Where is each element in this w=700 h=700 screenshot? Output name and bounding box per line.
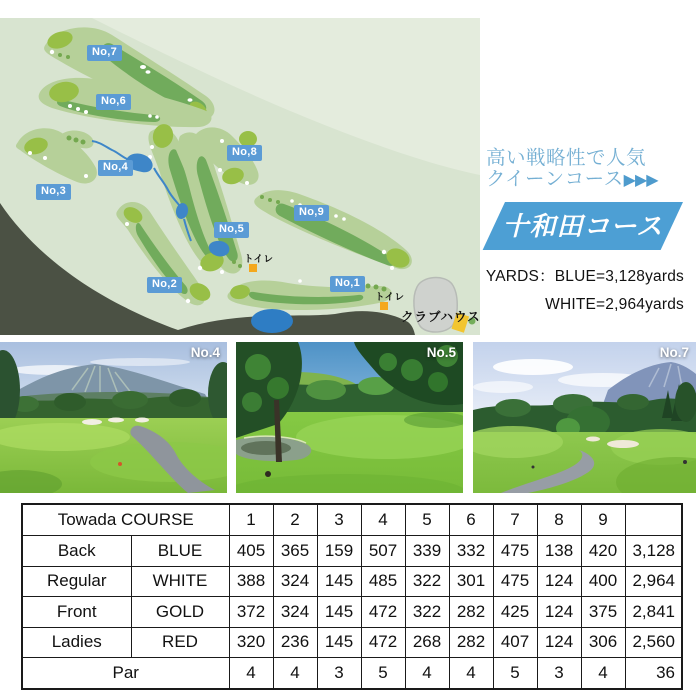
yardage-cell: 388 — [229, 566, 273, 597]
clubhouse-label: クラブハウス — [401, 310, 481, 324]
yardage-cell: 375 — [581, 597, 625, 628]
yardage-cell: 145 — [317, 627, 361, 658]
photo-no4 — [0, 342, 227, 493]
yardage-cell: 372 — [229, 597, 273, 628]
tee-color: GOLD — [131, 597, 229, 628]
table-title: Towada COURSE — [22, 504, 229, 536]
course-map — [0, 0, 480, 340]
yardage-cell: 472 — [361, 627, 405, 658]
tee-name: Back — [22, 536, 131, 567]
hole-header: 5 — [405, 504, 449, 536]
yardage-cell: 339 — [405, 536, 449, 567]
yardage-cell: 485 — [361, 566, 405, 597]
yardage-cell: 236 — [273, 627, 317, 658]
toilet-marker-1 — [249, 264, 257, 272]
yardage-cell: 124 — [537, 566, 581, 597]
yardage-cell: 282 — [449, 627, 493, 658]
yardage-cell: 420 — [581, 536, 625, 567]
yardage-cell: 145 — [317, 597, 361, 628]
toilet-label-1: トイレ — [244, 254, 274, 265]
hole-label-no2: No,2 — [147, 277, 182, 293]
yardage-cell: 332 — [449, 536, 493, 567]
hole-label-no8: No,8 — [227, 145, 262, 161]
course-title-banner — [483, 202, 683, 250]
par-cell: 3 — [317, 658, 361, 689]
yardage-cell: 507 — [361, 536, 405, 567]
photo-no4-image — [0, 342, 227, 493]
total-yardage: 3,128 — [625, 536, 682, 567]
yardage-cell: 400 — [581, 566, 625, 597]
par-cell: 5 — [361, 658, 405, 689]
tagline-line2: クイーンコース▶▶▶ — [486, 167, 658, 190]
yardage-cell: 138 — [537, 536, 581, 567]
yardage-cell: 320 — [229, 627, 273, 658]
yardage-cell: 322 — [405, 597, 449, 628]
hole-header: 1 — [229, 504, 273, 536]
hole-label-no6: No,6 — [96, 94, 131, 110]
par-total: 36 — [625, 658, 682, 689]
yards-white: WHITE=2,964yards — [545, 296, 684, 313]
hole-label-no5: No,5 — [214, 222, 249, 238]
yardage-cell: 306 — [581, 627, 625, 658]
hole-header: 8 — [537, 504, 581, 536]
yardage-cell: 301 — [449, 566, 493, 597]
yardage-cell: 425 — [493, 597, 537, 628]
hole-label-no1: No,1 — [330, 276, 365, 292]
yardage-cell: 124 — [537, 597, 581, 628]
yardage-cell: 407 — [493, 627, 537, 658]
yardage-cell: 159 — [317, 536, 361, 567]
yardage-summary — [486, 263, 684, 319]
hole-header: 4 — [361, 504, 405, 536]
toilet-marker-2 — [380, 302, 388, 310]
photo-no7 — [473, 342, 696, 493]
hole-label-no7: No,7 — [87, 45, 122, 61]
tagline-line1: 高い戦略性で人気 — [486, 146, 647, 169]
yardage-cell: 472 — [361, 597, 405, 628]
par-label: Par — [22, 658, 229, 689]
tee-name: Regular — [22, 566, 131, 597]
yardage-cell: 324 — [273, 597, 317, 628]
hole-header: 7 — [493, 504, 537, 536]
yardage-cell: 268 — [405, 627, 449, 658]
par-cell: 4 — [229, 658, 273, 689]
yardage-cell: 365 — [273, 536, 317, 567]
photo-no5-label: No.5 — [426, 345, 456, 360]
yardage-cell: 475 — [493, 536, 537, 567]
toilet-label-2: トイレ — [375, 292, 405, 303]
photo-no7-label: No.7 — [659, 345, 689, 360]
hole-label-no4: No,4 — [98, 160, 133, 176]
yardage-cell: 145 — [317, 566, 361, 597]
hole-header: 9 — [581, 504, 625, 536]
yardage-cell: 405 — [229, 536, 273, 567]
photo-no7-image — [473, 342, 696, 493]
hole-header: 2 — [273, 504, 317, 536]
course-map-illustration — [0, 0, 480, 340]
arrow-icons: ▶▶▶ — [623, 172, 658, 189]
par-cell: 5 — [493, 658, 537, 689]
tagline — [486, 147, 696, 191]
photo-no5-image — [236, 342, 463, 493]
yardage-cell: 322 — [405, 566, 449, 597]
total-yardage: 2,964 — [625, 566, 682, 597]
scorecard-table — [21, 503, 683, 690]
hole-header: 6 — [449, 504, 493, 536]
hole-header: 3 — [317, 504, 361, 536]
photo-no4-label: No.4 — [190, 345, 220, 360]
tee-color: BLUE — [131, 536, 229, 567]
par-cell: 4 — [405, 658, 449, 689]
photo-no5 — [236, 342, 463, 493]
tee-name: Ladies — [22, 627, 131, 658]
yards-blue: YARDS：BLUE=3,128yards — [485, 268, 684, 285]
total-yardage: 2,841 — [625, 597, 682, 628]
par-cell: 3 — [537, 658, 581, 689]
hole-label-no9: No,9 — [294, 205, 329, 221]
yardage-cell: 282 — [449, 597, 493, 628]
total-yardage: 2,560 — [625, 627, 682, 658]
course-title: 十和田コース — [502, 211, 664, 241]
hole-label-no3: No,3 — [36, 184, 71, 200]
yardage-cell: 324 — [273, 566, 317, 597]
yardage-cell: 475 — [493, 566, 537, 597]
tee-color: RED — [131, 627, 229, 658]
tee-color: WHITE — [131, 566, 229, 597]
yardage-cell: 124 — [537, 627, 581, 658]
par-cell: 4 — [449, 658, 493, 689]
hole-header — [625, 504, 682, 536]
tee-name: Front — [22, 597, 131, 628]
par-cell: 4 — [581, 658, 625, 689]
par-cell: 4 — [273, 658, 317, 689]
